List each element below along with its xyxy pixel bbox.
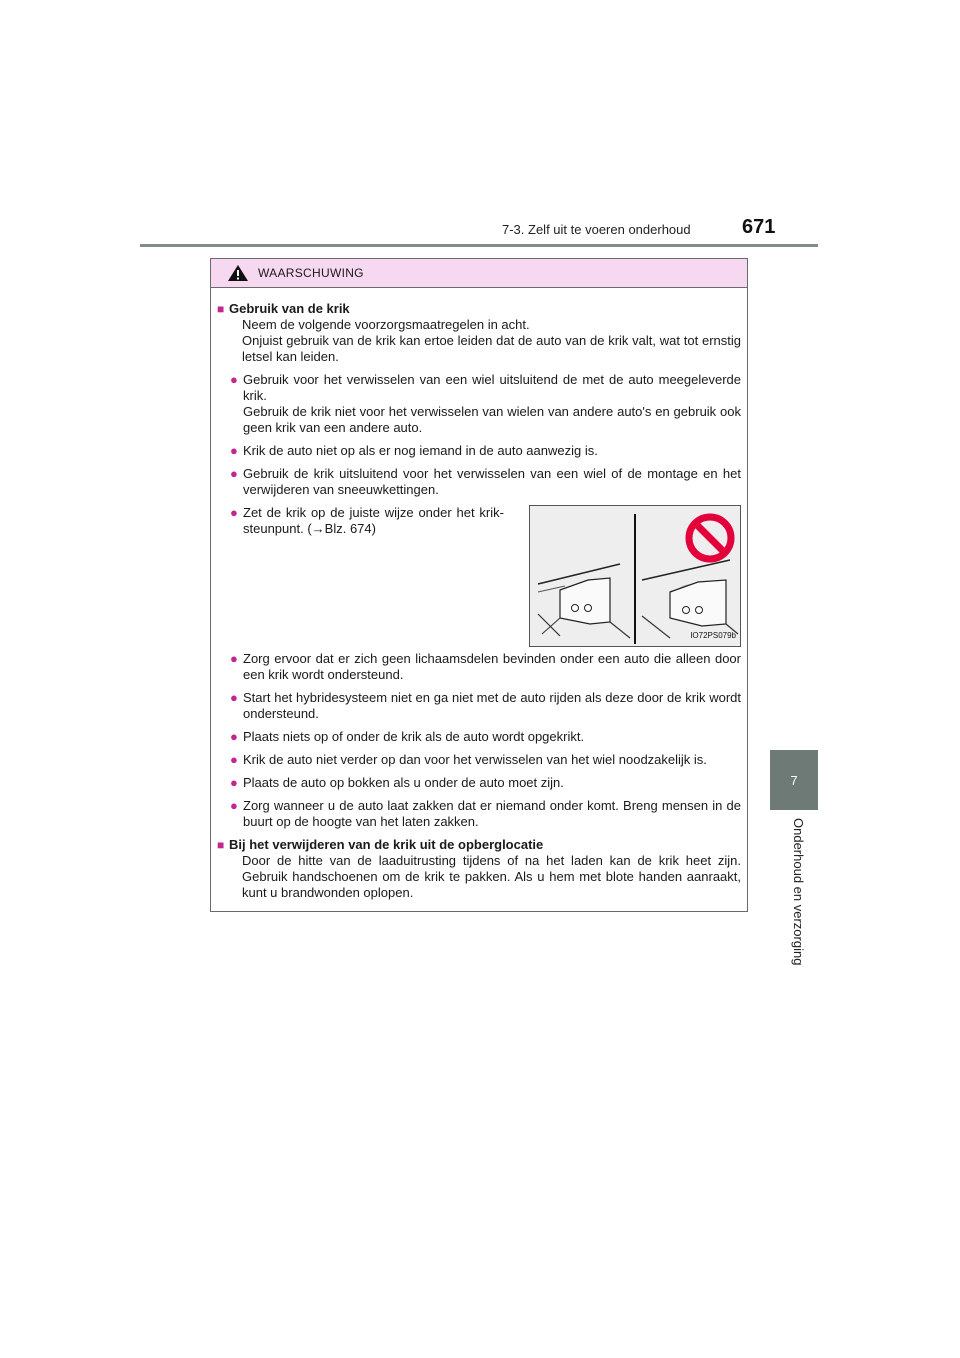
list-item [217, 775, 741, 791]
warning-title: WAARSCHUWING [258, 266, 364, 280]
list-item-text: Plaats de auto op bokken als u onder de auto moet zijn. [243, 775, 564, 790]
list-item-text: Krik de auto niet verder op dan voor het verwisselen van het wiel noodzakelijk is. [243, 752, 707, 767]
section-title-text: Gebruik van de krik [229, 301, 350, 316]
bullet-dot-icon: ● [230, 651, 238, 666]
chapter-tab [770, 750, 818, 810]
list-item-text: Gebruik de krik uitsluitend voor het verwisselen van een wiel of de montage en het verwijderen van sneeuwkettingen. [243, 466, 741, 497]
bullet-dot-icon: ● [230, 505, 238, 520]
bullet-dot-icon: ● [230, 775, 238, 790]
bullet-dot-icon: ● [230, 752, 238, 767]
bullet-with-figure [217, 505, 741, 647]
list-item [217, 651, 741, 683]
list-item-text: Gebruik voor het verwisselen van een wiel uitsluitend de met de auto meegeleverde krik. Gebruik de krik niet voor het verwisselen van wielen van andere auto's en gebruik ook geen krik van een andere auto. [243, 372, 741, 435]
warning-triangle-icon [227, 264, 249, 282]
list-item [217, 752, 741, 768]
chapter-title: Onderhoud en verzorging [791, 818, 806, 966]
list-item-text: Zet de krik op de juiste wijze onder het kriksteunpunt. (→Blz. 674) [243, 505, 504, 536]
list-item [217, 372, 741, 436]
section-text: Door de hitte van de laaduitrusting tijdens of na het laden kan de krik heet zijn. Gebruik handschoenen om de krik te pakken. Als u hem met blote handen aanraakt, kunt u brandwonden oplopen. [242, 853, 741, 900]
section-title-text: Bij het verwijderen van de krik uit de opberglocatie [229, 837, 544, 852]
list-item-text: Krik de auto niet op als er nog iemand in de auto aanwezig is. [243, 443, 598, 458]
square-bullet-icon: ■ [217, 838, 225, 852]
jack-placement-figure [529, 505, 741, 647]
page-number: 671 [742, 216, 776, 238]
chapter-number: 7 [790, 772, 798, 788]
list-item-text: Start het hybridesysteem niet en ga niet met de auto rijden als deze door de krik wordt ondersteund. [243, 690, 741, 721]
warning-content [211, 288, 747, 901]
section-title-jack-use [217, 301, 741, 317]
bullet-dot-icon: ● [230, 372, 238, 387]
list-item [217, 690, 741, 722]
bullet-dot-icon: ● [230, 798, 238, 813]
list-item [217, 466, 741, 498]
section-title-jack-removal [217, 837, 741, 853]
prohibition-icon [684, 512, 736, 564]
square-bullet-icon: ■ [217, 302, 225, 316]
list-item [217, 505, 504, 640]
bullet-dot-icon: ● [230, 466, 238, 481]
figure-code: IO72PS079b [690, 631, 736, 640]
bullet-dot-icon: ● [230, 443, 238, 458]
warning-header [211, 259, 747, 288]
list-item-text: Plaats niets op of onder de krik als de auto wordt opgekrikt. [243, 729, 585, 744]
list-item-text: Zorg ervoor dat er zich geen lichaamsdelen bevinden onder een auto die alleen door een krik wordt ondersteund. [243, 651, 741, 682]
bullet-dot-icon: ● [230, 729, 238, 744]
list-item-text: Zorg wanneer u de auto laat zakken dat er niemand onder komt. Breng mensen in de buurt op de hoogte van het laten zakken. [243, 798, 741, 829]
list-item [217, 443, 741, 459]
section-intro: Neem de volgende voorzorgsmaatregelen in acht. Onjuist gebruik van de krik kan ertoe leiden dat de auto van de krik valt, wat tot ernstig letsel kan leiden. [242, 317, 741, 364]
warning-box [210, 258, 748, 912]
bullet-dot-icon: ● [230, 690, 238, 705]
section-header: 7-3. Zelf uit te voeren onderhoud [502, 222, 691, 237]
header-rule [140, 244, 818, 247]
list-item [217, 729, 741, 745]
list-item [217, 798, 741, 830]
